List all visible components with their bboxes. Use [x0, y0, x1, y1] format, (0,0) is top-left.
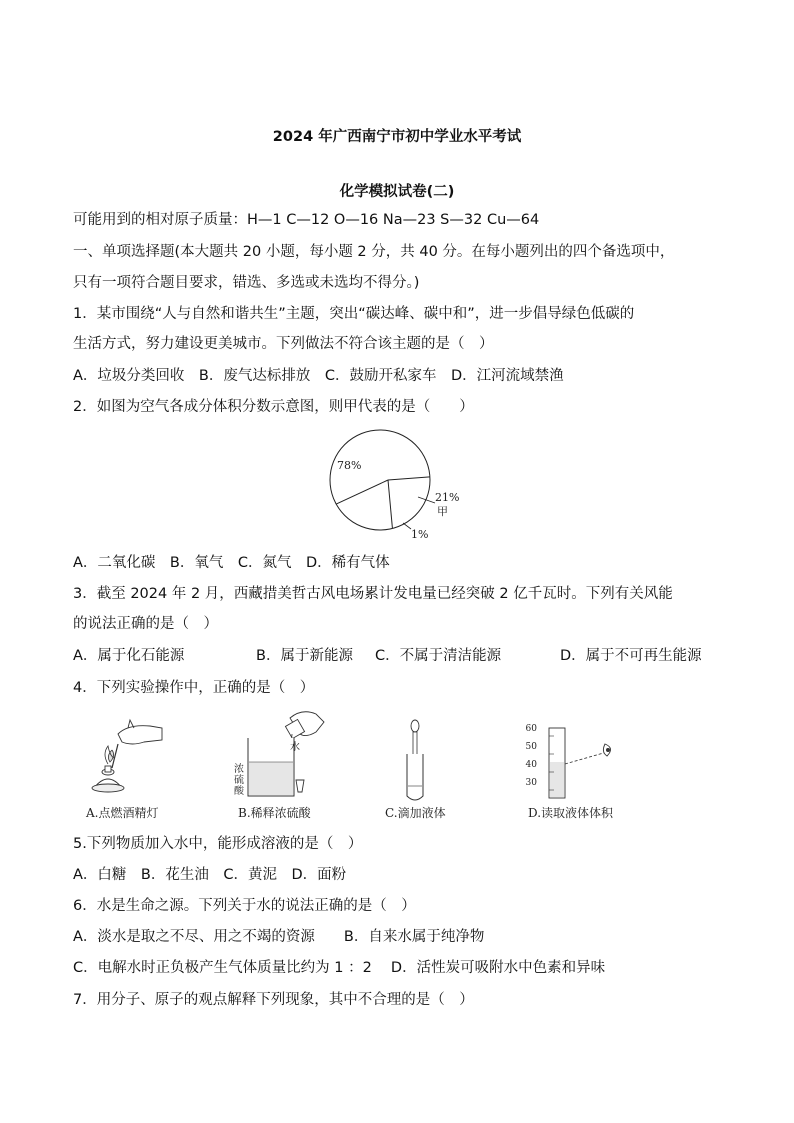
q6-options-line2: C．电解水时正负极产生气体质量比约为 1 ：2 D．活性炭可吸附水中色素和异味 — [73, 960, 606, 976]
q3-option-b: B．属于新能源 — [256, 648, 353, 664]
graduated-cylinder-figure — [535, 722, 625, 802]
q4-caption-d: D.读取液体体积 — [528, 806, 614, 820]
q5-options: A．白糖 B．花生油 C．黄泥 D．面粉 — [73, 867, 347, 883]
cylinder-ticks: 60 50 40 30 — [525, 724, 537, 788]
pie-label-21: 21% — [435, 491, 460, 504]
section1-line1: 一、单项选择题(本大题共 20 小题，每小题 2 分，共 40 分。在每小题列出的四个备选项中， — [73, 244, 675, 260]
pie-label-jia: 甲 — [437, 505, 448, 518]
q2-options: A．二氧化碳 B．氧气 C．氮气 D．稀有气体 — [73, 555, 390, 571]
pie-label-78: 78% — [337, 459, 362, 472]
q1-stem-line1: 1．某市围绕“人与自然和谐共生”主题，突出“碳达峰、碳中和”，进一步倡导绿色低碳的 — [73, 306, 635, 322]
q3-option-c: C．不属于清洁能源 — [375, 648, 502, 664]
q4-stem: 4．下列实验操作中，正确的是（ ） — [73, 680, 315, 696]
exam-title: 2024 年广西南宁市初中学业水平考试 — [272, 129, 522, 145]
alcohol-lamp-figure — [88, 706, 168, 802]
q1-options: A．垃圾分类回收 B．废气达标排放 C．鼓励开私家车 D．江河流域禁渔 — [73, 368, 564, 384]
q2-stem: 2．如图为空气各成分体积分数示意图，则甲代表的是（ ） — [73, 399, 474, 415]
leader-line-1 — [403, 523, 411, 529]
exam-subtitle: 化学模拟试卷(二) — [339, 184, 455, 200]
dropper-figure — [395, 718, 435, 804]
air-composition-pie-chart — [325, 425, 475, 545]
q5-stem: 5.下列物质加入水中，能形成溶液的是（ ） — [73, 836, 363, 852]
q6-options-line1: A．淡水是取之不尽、用之不竭的资源 B．自来水属于纯净物 — [73, 929, 485, 945]
dilute-acid-figure — [232, 704, 332, 802]
pie-label-1: 1% — [411, 528, 429, 541]
q3-option-d: D．属于不可再生能源 — [560, 648, 702, 664]
q4-caption-c: C.滴加液体 — [385, 806, 446, 820]
q3-stem-line2: 的说法正确的是（ ） — [73, 616, 218, 632]
q3-option-a: A．属于化石能源 — [73, 648, 185, 664]
pie-outline — [330, 430, 430, 530]
q6-stem: 6．水是生命之源。下列关于水的说法正确的是（ ） — [73, 898, 416, 914]
q7-stem: 7．用分子、原子的观点解释下列现象，其中不合理的是（ ） — [73, 992, 474, 1008]
q3-stem-line1: 3．截至 2024 年 2 月，西藏措美哲古风电场累计发电量已经突破 2 亿千瓦时。下列有关风能 — [73, 586, 673, 602]
section1-line2: 只有一项符合题目要求，错选、多选或未选均不得分。) — [73, 275, 420, 291]
q4-caption-b: B.稀释浓硫酸 — [238, 806, 311, 820]
acid-label: 浓 硫 酸 — [234, 764, 244, 797]
q1-stem-line2: 生活方式，努力建设更美城市。下列做法不符合该主题的是（ ） — [73, 336, 494, 352]
atomic-masses: 可能用到的相对原子质量：H—1 C—12 O—16 Na—23 S—32 Cu—64 — [73, 212, 540, 228]
q4-caption-a: A.点燃酒精灯 — [86, 806, 159, 820]
water-label: 水 — [290, 742, 300, 753]
